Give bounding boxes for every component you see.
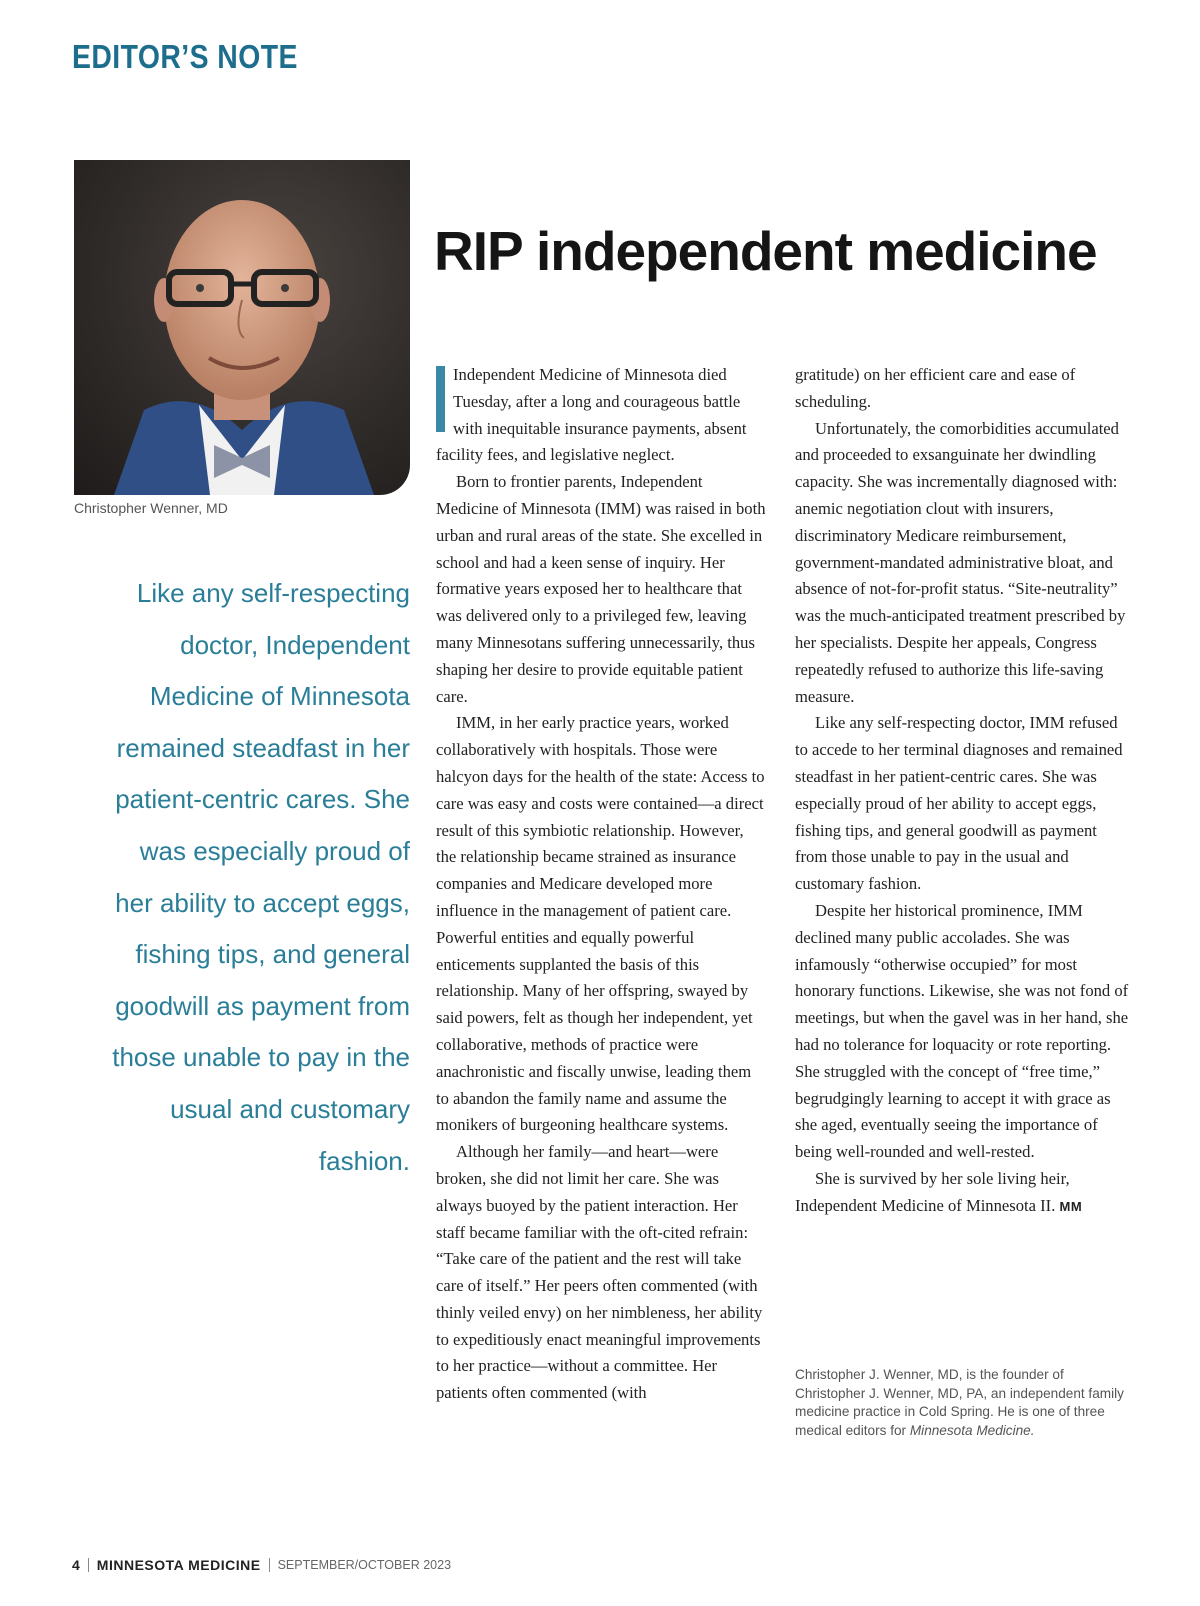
author-portrait-image	[74, 160, 410, 495]
drop-cap-bar	[436, 366, 445, 432]
photo-caption: Christopher Wenner, MD	[74, 500, 228, 516]
article-paragraph: Despite her historical prominence, IMM declined many public accolades. She was infamously “otherwise occupied” for most honorary functions. Likewise, she was not fond of meetings, but when the gavel was in her hand, she had no tolerance for loquacity or rote reporting. She struggled with the concept of “free time,” begrudgingly learning to accept it with grace as she aged, eventually seeing the importance of being well-rounded and well-rested.	[795, 900, 1129, 1162]
author-photo	[74, 160, 410, 495]
signoff-mark: MM	[1059, 1198, 1083, 1214]
paragraph-text: Independent Medicine of Minnesota died Tuesday, after a long and courageous battle with inequitable insurance payments, absent facility fees, and legislative neglect.	[436, 365, 747, 465]
article-paragraph: gratitude) on her efficient care and ease of scheduling.	[795, 365, 1076, 411]
pull-quote: Like any self-respecting doctor, Independent Medicine of Minnesota remained steadfast in her patient-centric cares. She was especially proud of her ability to accept eggs, fishing tips, and general goodwill as payment from those unable to pay in the usual and customary fashion.	[112, 578, 410, 1176]
article-paragraph: IMM, in her early practice years, worked collaboratively with hospitals. Those were halcyon days for the health of the state: Access to care was easy and costs were contained—a direct result of this symbiotic relationship. However, the relationship became strained as insurance companies and Medicare developed more influence in the management of patient care. Powerful entities and equally powerful enticements supplanted the basis of this relationship. Many of her offspring, swayed by said powers, felt as though her independent, yet collaborative, methods of practice were anachronistic and fiscally unwise, leading them to abandon the family name and assume the monikers of burgeoning healthcare systems.	[436, 713, 765, 1135]
article-paragraph: Unfortunately, the comorbidities accumulated and proceeded to exsanguinate her dwindling capacity. She was incrementally diagnosed with: anemic negotiation clout with insurers, discriminatory Medicare reimbursement, government-mandated administrative bloat, and absence of not-for-profit status. “Site-neutrality” was the much-anticipated treatment prescribed by her specialists. Despite her appeals, Congress repeatedly refused to authorize this life-saving measure.	[795, 418, 1126, 706]
bio-publication: Minnesota Medicine.	[909, 1422, 1035, 1438]
article-column-2	[795, 362, 1130, 1221]
footer-divider	[269, 1558, 270, 1572]
page-number: 4	[72, 1557, 80, 1573]
article-paragraph: Although her family—and heart—were broken, she did not limit her care. She was always buoyed by the patient interaction. Her staff became familiar with the oft-cited refrain: “Take care of the patient and the rest will take care of itself.” Her peers often commented (with thinly veiled envy) on her nimbleness, her ability to expeditiously enact meaningful improvements to her practice—without a committee. Her patients often commented (with	[436, 1142, 763, 1403]
bio-text: Christopher J. Wenner, MD, is the founder of Christopher J. Wenner, MD, PA, an independent family medicine practice in Cold Spring. He is one of three medical editors for	[795, 1367, 1124, 1438]
magazine-name: MINNESOTA MEDICINE	[96, 1557, 261, 1573]
author-bio	[795, 1366, 1125, 1440]
issue-date: SEPTEMBER/OCTOBER 2023	[277, 1558, 452, 1572]
article-column-1	[436, 362, 766, 1407]
article-paragraph	[795, 1166, 1130, 1221]
article-paragraph: Like any self-respecting doctor, IMM refused to accede to her terminal diagnoses and remained steadfast in her patient-centric cares. She was especially proud of her ability to accept eggs, fishing tips, and general goodwill as payment from those unable to pay in the usual and customary fashion.	[795, 713, 1123, 894]
page-footer	[72, 1557, 451, 1573]
article-headline: RIP independent medicine	[434, 220, 1097, 282]
section-label: EDITOR’S NOTE	[72, 38, 298, 75]
footer-divider	[88, 1558, 89, 1572]
article-paragraph: Born to frontier parents, Independent Medicine of Minnesota (IMM) was raised in both urban and rural areas of the state. She excelled in school and had a keen sense of inquiry. Her formative years exposed her to healthcare that was delivered only to a privileged few, leaving many Minnesotans suffering unnecessarily, thus shaping her desire to provide equitable patient care.	[436, 472, 766, 706]
article-paragraph	[436, 362, 766, 469]
paragraph-text: She is survived by her sole living heir, Independent Medicine of Minnesota II.	[795, 1168, 1070, 1215]
